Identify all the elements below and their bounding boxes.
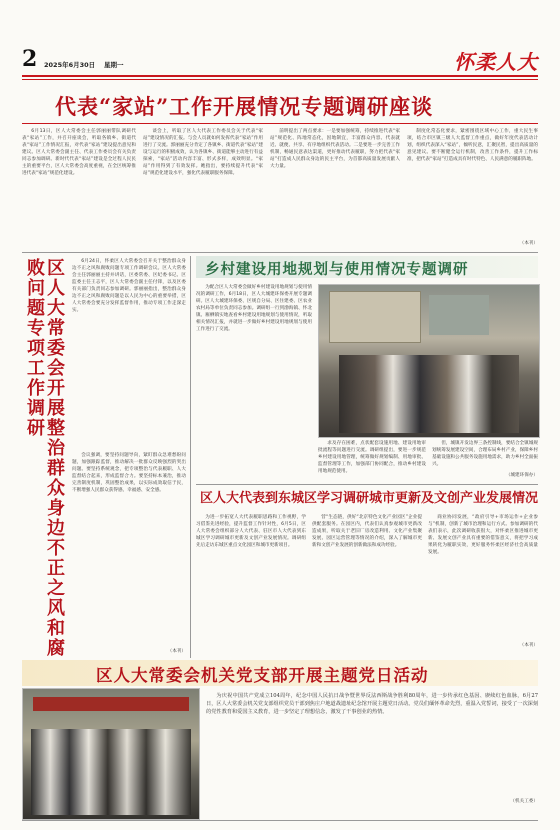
article3-author: （城建环保办） [505, 473, 538, 478]
article2-side-rule [190, 256, 191, 658]
article4-col3: 商业协同发展，“政府引导+市场运作+企业参与”机制，创新了城市治理和运行方式。参加调研的代表们表示，此次调研收获很大，对怀柔区推进城市更新、发展文创产业具有重要的借鉴意义，将把学习成果转化为履职实效，更好服务怀柔区经济社会高质量发展。 [428, 515, 538, 555]
article2-title: 区人大常委会开展整治群众身边不正之风和腐败问题专项工作调研 [24, 258, 65, 658]
page-number: 2 [22, 46, 38, 72]
article4-col2: 营“生态链，供好“北京特色文化产业园区”企业提供配套服务。在园区内，代表们认真参观城市更新改造成果，听取关于老旧厂房改造利用、文化产业集聚发展、园区运营管理等情况的介绍，深入了解城市更新和文创产业发展的创新做法和成功经验。 [312, 515, 422, 548]
article1-author: （本刊） [519, 241, 538, 246]
masthead-logo: 怀柔人大 [454, 50, 538, 74]
article5-title: 区人大常委会机关党支部开展主题党日活动 [96, 666, 429, 685]
article4-author: （本刊） [519, 643, 538, 648]
article1-col1: 6月13日，区人大常委会主任郭丽丽带队调研代表“家站”工作，并召开座谈会，听取各镇乡、街道代表“家站”工作情况汇报，对代表“家站”建设提出意见和建议。区人大常委会副主任、代表工作委员会有关负责同志参加调研。新时代代表“家站”建设是全过程人民民主的重要平台，区人大常委会高度重视，在全区统筹推进代表“家站”规范化建设。 [22, 129, 136, 176]
article2-col1: 6月24日，怀柔区人大常委会召开关于整治群众身边不正之风和腐败问题专项工作调研会议。区人大常委会主任郭丽丽主持并讲话，区委常委、区纪委书记、区监委主任王志平，区人大常委会副主任付锋，以及区委有关部门负责同志参加调研。郭丽丽指出，整治群众身边不正之风和腐败问题是以人民为中心的重要举措，区人大常委会要充分发挥监督作用，推动专项工作走深走实。 [72, 259, 186, 313]
masthead [22, 46, 538, 74]
article5-body: 为庆祝中国共产党成立104周年，纪念中国人民抗日战争暨世界反法西斯战争胜利80周年，进一步传承红色基因、赓续红色血脉，6月27日，区人大常委会机关党支部组织党员干部到焦庄户地道战遗址纪念馆开展主题党日活动。党员们缅怀革命先烈，重温入党誓词，接受了一次深刻的党性教育和爱国主义教育，进一步坚定了理想信念，激发了干事创业的热情。 [206, 693, 538, 716]
article1-col3: 前明提出了两点要求：一是要加强统筹，持续推进代表“家站”规范化、阵地常态化，因地制宜，丰富群众内容、代表就近、就便、共享、有序地组织代表活动。二是要进一步完善工作机制，畅通民意表达渠道，更好推动代表履职，努力把代表“家站”打造成人民群众身边的民主平台，为首都高质量发展贡献人大力量。 [270, 129, 400, 169]
article3-col4: 但，城镇开发边界三条控制线，要结合全镇城规划统筹发展建设空间，合理布局乡村产业，保障乡村基础设施和公共服务设施用地需求，助力乡村全面振兴。 [432, 441, 538, 467]
article3-photo [318, 284, 540, 438]
photo-people [339, 355, 519, 433]
photo-wall-decor [429, 295, 489, 335]
photo-banner [33, 697, 189, 711]
masthead-rule [22, 75, 538, 77]
article3-title: 乡村建设用地规划与使用情况专题调研 [205, 261, 469, 278]
page-bottom-rule [22, 820, 538, 821]
photo-people [31, 729, 191, 815]
article3-col1: 为配合区人大常委会做好乡村建设用地规划与使用情况的调研工作，6月18日，区人大城建环保委开展专题调研。区人大城建环保委、区规自分局、区住建委、区农业农村局等单位负责同志参加。调研组一行到渤海镇、怀北镇、雁栖镇实地查看乡村建设用地规划与使用情况，听取相关情况汇报，并就进一步做好乡村建设用地规划与使用工作进行了交流。 [196, 285, 312, 332]
article2-author: （本刊） [167, 649, 186, 654]
article1-title: 代表“家站”工作开展情况专题调研座谈 [55, 94, 434, 119]
masthead-rule-thin [22, 79, 538, 80]
article3-bottom-rule [196, 484, 538, 485]
article1-bottom-rule [22, 252, 538, 253]
issue-weekday: 星期一 [104, 61, 124, 69]
article3-col3: 求及存在困难，点状配套设施用地、建设用地审批流程等问题进行交流。调研组提出，要进一步规范乡村建设用地管理，统筹做好规划编制、用地审批、监督管理等工作，加强部门协同配合，推动乡村建设用地规范使用。 [318, 441, 426, 474]
article5-author: （机关工委） [510, 799, 538, 804]
article4-col1: 为进一步拓宽人大代表履职思路和工作视野，学习借鉴先进经验，提升监督工作针对性，6月5日，区人大常委会组织部分人大代表、驻区市人大代表到东城区学习调研城市更新及文创产业发展情况。调研组先后走访东城区重点文化园区和城市更新项目。 [196, 515, 306, 548]
article1-col2: 谈会上，听取了区人大代表工作委员会关于代表“家站”建设情况的汇报。与会人员就如何发挥代表“家站”作用进行了交流。郭丽丽充分肯定了各镇乡、街道代表“家站”建设与运行的积极成效，认为各镇乡、街道能够主动进行有益探索，“家站”活动内容丰富、形式多样，成效明显。“家站”作用得到了有效发挥。她指出，要持续提升代表“家站”规范化建设水平，强化代表履职服务保障。 [143, 129, 263, 176]
article4-title: 区人大代表到东城区学习调研城市更新及文创产业发展情况 [200, 491, 539, 506]
photo-wall-decor [329, 291, 421, 343]
article2-col2: 会议强调，要坚持问题导向，紧盯群众急难愁盼问题，加强跟踪监督，推动解决一批群众反映强烈的突出问题。要坚持系统观念，把专项整治与代表履职、人大监督结合起来，形成监督合力。要坚持标本兼治，推动完善制度机制，巩固整治成果，以实际成效取信于民，不断增强人民群众获得感、幸福感、安全感。 [72, 453, 186, 493]
article1-title-rule [22, 123, 538, 124]
article1-col4: 制度化常态化要求，紧密围绕区域中心工作，重大民生事项，结合市区镇三级人大监督工作重点，做好年度代表活动计划，组织代表深入“家站”，倾听民意，汇聚民智，提出高质量的意见建议。要不断健全运行机制，改善工作条件，提升工作标准，把代表“家站”打造成具有时代特色、人民满意的履职阵地。 [407, 129, 538, 162]
article5-photo [22, 688, 200, 820]
issue-date: 2025年6月30日 [44, 61, 96, 69]
